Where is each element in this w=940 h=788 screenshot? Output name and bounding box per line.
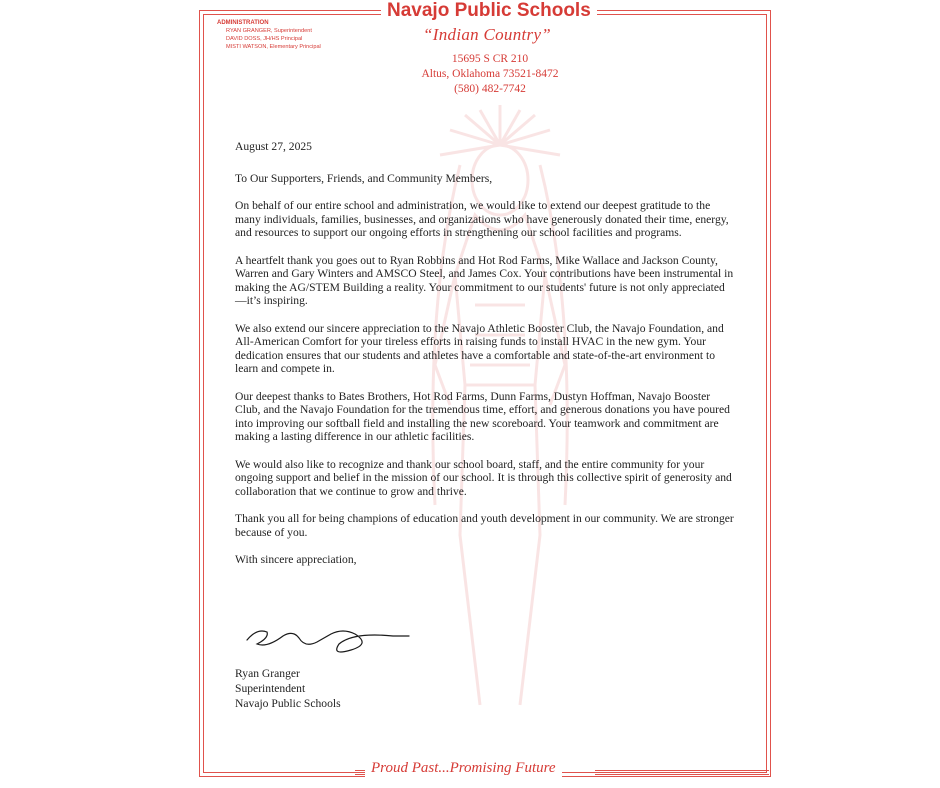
footer-rule-right-inner: [595, 774, 769, 775]
signer-organization: Navajo Public Schools: [235, 697, 341, 710]
letter-body: [235, 140, 735, 581]
footer-rule-right: [595, 770, 769, 771]
school-name: Navajo Public Schools: [381, 0, 597, 22]
letter-paragraph: On behalf of our entire school and administration, we would like to extend our deepest gratitude to the many individuals, families, businesses, and organizations who have generously donated their time, energy, and resources to support our ongoing efforts in strengthening our school facilities and programs.: [235, 199, 729, 239]
administration-heading: ADMINISTRATION: [217, 20, 269, 26]
footer-slogan: Proud Past...Promising Future: [365, 760, 562, 777]
letter-paragraph: Thank you all for being champions of education and youth development in our community. We are stronger because of you.: [235, 512, 734, 539]
school-address: [410, 52, 570, 97]
letter-paragraph: Our deepest thanks to Bates Brothers, Hot Rod Farms, Dunn Farms, Dustyn Hoffman, Navajo Booster Club, and the Navajo Foundation for the tremendous time, effort, and generous donations you have poured into improving our softball field and installing the new scoreboard. Your teamwork and commitment are making a lasting difference in our athletic facilities.: [235, 389, 730, 443]
signer-name: Ryan Granger: [235, 667, 300, 680]
administrator-elementary-principal: MISTI WATSON, Elementary Principal: [226, 44, 321, 50]
letter-date: August 27, 2025: [235, 140, 312, 153]
letter-closing: With sincere appreciation,: [235, 553, 357, 566]
letter-paragraph: A heartfelt thank you goes out to Ryan Robbins and Hot Rod Farms, Mike Wallace and Jackson County, Warren and Gary Winters and AMSCO Steel, and James Cox. Your contributions have been instrumental in making the AG/STEM Building a reality. Your commitment to our students' future is not only appreciated—it’s inspiring.: [235, 253, 734, 307]
administrator-superintendent: RYAN GRANGER, Superintendent: [226, 28, 312, 34]
letter-page: [195, 0, 775, 788]
address-city: Altus, Oklahoma 73521-8472: [421, 68, 559, 80]
address-street: 15695 S CR 210: [451, 53, 529, 65]
letter-paragraph: We would also like to recognize and thank our school board, staff, and the entire community for your ongoing support and belief in the mission of our school. It is through this collective spirit of generosity and collaboration that we continue to grow and thrive.: [235, 457, 732, 498]
address-phone: (580) 482-7742: [454, 83, 526, 95]
signature-block: [235, 666, 341, 711]
school-motto: “Indian Country”: [423, 25, 552, 44]
administration-block: [217, 19, 321, 51]
letter-salutation: To Our Supporters, Friends, and Community Members,: [235, 171, 493, 185]
administrator-jhhs-principal: DAVID DOSS, JH/HS Principal: [226, 36, 303, 42]
handwritten-signature: [243, 622, 413, 662]
letter-paragraph: We also extend our sincere appreciation to the Navajo Athletic Booster Club, the Navajo Foundation, and All-American Comfort for your tireless efforts in raising funds to install HVAC in the new gym. Your dedication ensures that our students and athletes have a comfortable and state-of-the-art environment to learn and compete in.: [235, 321, 724, 375]
signer-title: Superintendent: [235, 682, 306, 695]
